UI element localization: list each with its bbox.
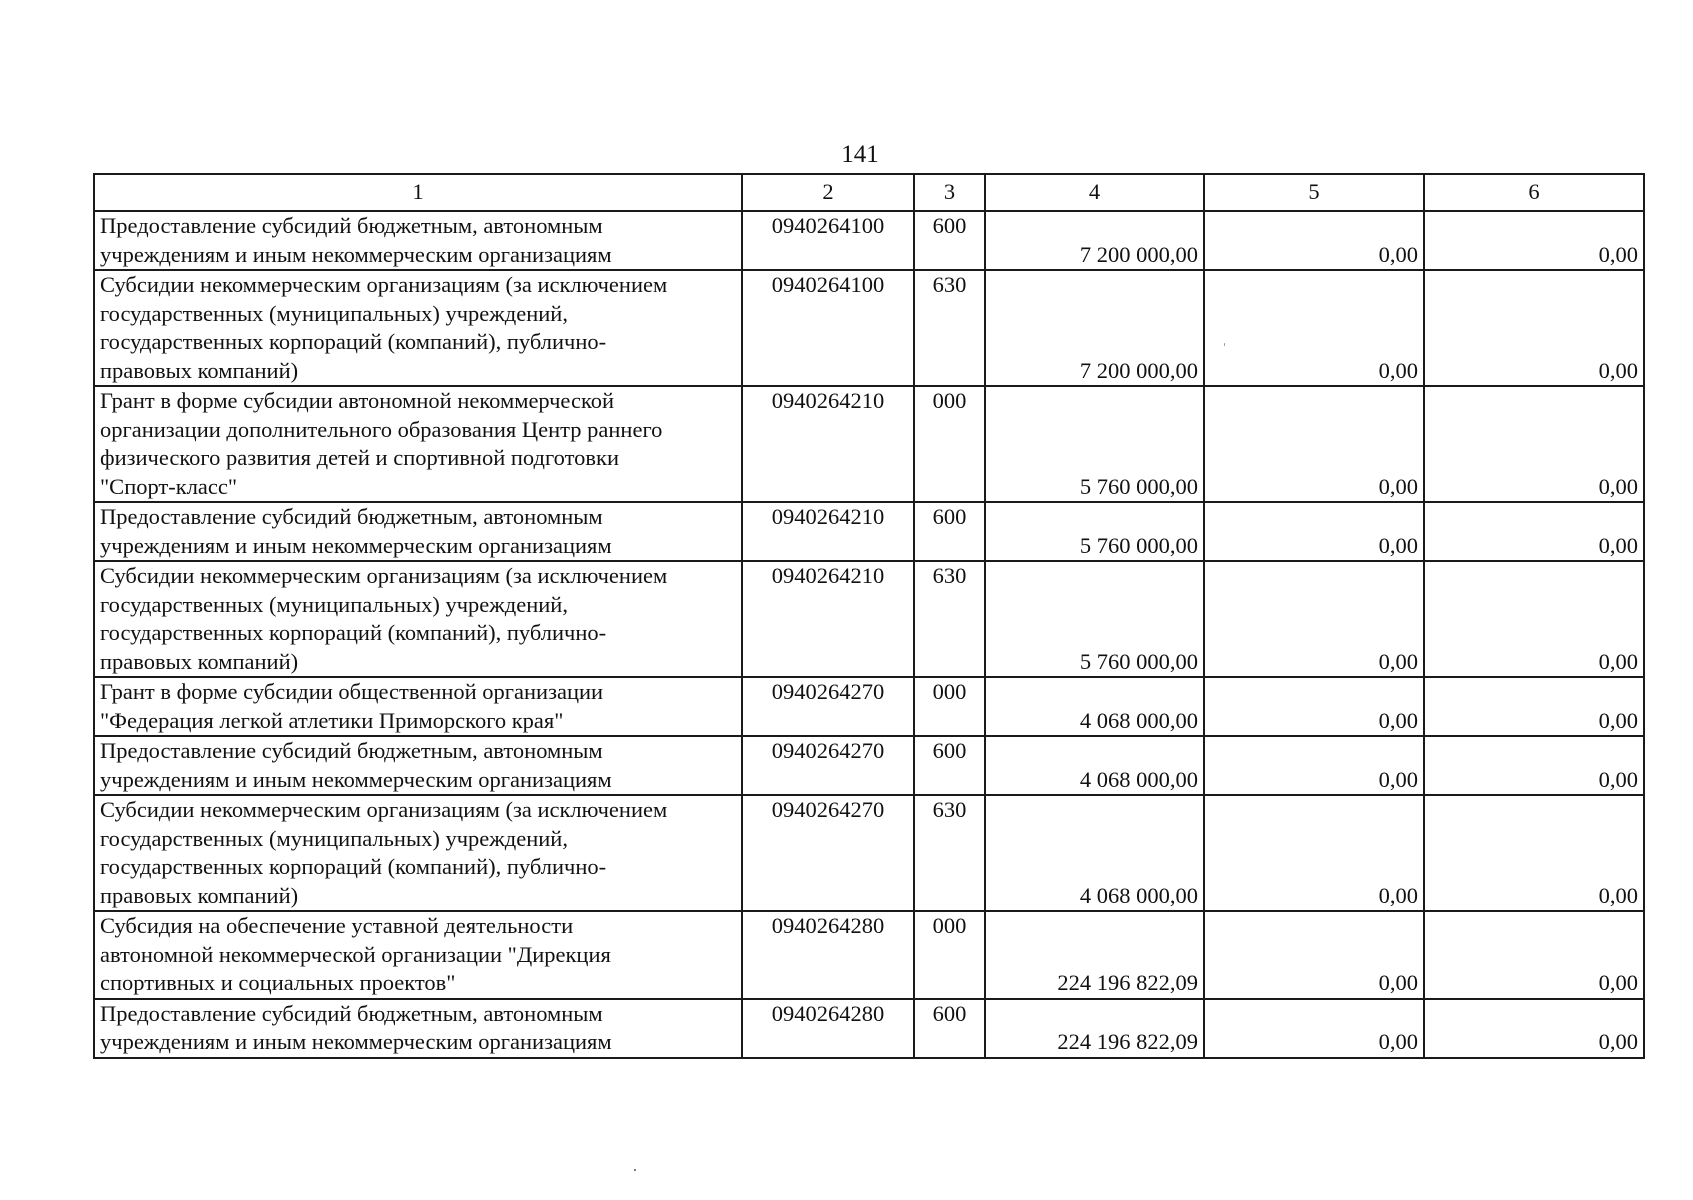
row-col6-value: 0,00 (1424, 270, 1644, 386)
row-col5-value: 0,00 (1204, 502, 1424, 561)
table-row (94, 270, 1644, 386)
row-description (94, 502, 742, 561)
description-line: государственных (муниципальных) учреждений, (100, 591, 568, 617)
table-row (94, 677, 1644, 736)
table-row (94, 911, 1644, 999)
row-expense-type: 630 (914, 270, 985, 386)
row-code: 0940264210 (742, 502, 914, 561)
row-amount: 5 760 000,00 (985, 386, 1204, 502)
row-expense-type: 000 (914, 386, 985, 502)
description-line: учреждениям и иным некоммерческим организациям (100, 1029, 612, 1054)
row-col6-value: 0,00 (1424, 211, 1644, 270)
row-description (94, 677, 742, 736)
scan-speck (634, 1169, 636, 1171)
description-line: Субсидии некоммерческим организациям (за исключением (100, 272, 668, 297)
description-line: государственных корпораций (компаний), публично- (100, 854, 607, 879)
table-row (94, 561, 1644, 677)
row-expense-type: 630 (914, 561, 985, 677)
description-line: учреждениям и иным некоммерческим организациям (100, 532, 612, 558)
description-line: Субсидия на обеспечение уставной деятельности (100, 913, 574, 938)
row-description (94, 211, 742, 270)
row-amount: 4 068 000,00 (985, 677, 1204, 736)
table-row (94, 211, 1644, 270)
row-col6-value: 0,00 (1424, 502, 1644, 561)
budget-table (93, 173, 1645, 1059)
description-line: автономной некоммерческой организации "Дирекция (100, 941, 611, 967)
description-line: Субсидии некоммерческим организациям (за исключением (100, 797, 668, 822)
row-expense-type: 630 (914, 795, 985, 911)
row-code: 0940264270 (742, 736, 914, 795)
description-line: учреждениям и иным некоммерческим организациям (100, 241, 612, 267)
table-row (94, 999, 1644, 1058)
row-description (94, 795, 742, 911)
description-line: правовых компаний) (100, 357, 299, 383)
row-col5-value: 0,00 (1204, 736, 1424, 795)
row-col5-value: 0,00 (1204, 211, 1424, 270)
description-line: "Спорт-класс" (100, 473, 238, 499)
row-description (94, 561, 742, 677)
description-line: государственных (муниципальных) учреждений, (100, 300, 568, 326)
row-col5-value: 0,00 (1204, 386, 1424, 502)
description-line: государственных корпораций (компаний), публично- (100, 620, 607, 645)
description-line: учреждениям и иным некоммерческим организациям (100, 766, 612, 792)
row-col6-value: 0,00 (1424, 386, 1644, 502)
row-col6-value: 0,00 (1424, 677, 1644, 736)
row-amount: 7 200 000,00 (985, 211, 1204, 270)
row-col5-value: 0,00 (1204, 999, 1424, 1058)
row-description (94, 736, 742, 795)
row-code: 0940264100 (742, 270, 914, 386)
description-line: спортивных и социальных проектов" (100, 970, 456, 995)
description-line: Грант в форме субсидии общественной организации (100, 679, 604, 704)
row-expense-type: 000 (914, 911, 985, 999)
row-expense-type: 000 (914, 677, 985, 736)
description-line: Предоставление субсидий бюджетным, автономным (100, 1000, 603, 1026)
column-header-5: 5 (1204, 174, 1424, 211)
description-line: правовых компаний) (100, 648, 299, 674)
column-header-1: 1 (94, 174, 742, 211)
page-number: 141 (841, 141, 879, 168)
row-amount: 4 068 000,00 (985, 795, 1204, 911)
row-amount: 224 196 822,09 (985, 911, 1204, 999)
scan-speck (1224, 343, 1225, 346)
row-code: 0940264270 (742, 795, 914, 911)
row-amount: 224 196 822,09 (985, 999, 1204, 1058)
column-header-4: 4 (985, 174, 1204, 211)
row-col5-value: 0,00 (1204, 561, 1424, 677)
description-line: "Федерация легкой атлетики Приморского края" (100, 707, 564, 733)
column-header-2: 2 (742, 174, 914, 211)
row-code: 0940264210 (742, 561, 914, 677)
description-line: Предоставление субсидий бюджетным, автономным (100, 213, 603, 238)
table-row (94, 502, 1644, 561)
row-expense-type: 600 (914, 502, 985, 561)
description-line: Предоставление субсидий бюджетным, автономным (100, 738, 603, 763)
row-col6-value: 0,00 (1424, 911, 1644, 999)
row-col5-value: 0,00 (1204, 677, 1424, 736)
row-amount: 5 760 000,00 (985, 502, 1204, 561)
row-code: 0940264270 (742, 677, 914, 736)
description-line: физического развития детей и спортивной подготовки (100, 445, 619, 470)
table-row (94, 386, 1644, 502)
row-expense-type: 600 (914, 736, 985, 795)
row-description (94, 999, 742, 1058)
row-code: 0940264280 (742, 999, 914, 1058)
row-description (94, 386, 742, 502)
table-body (94, 174, 1644, 1058)
description-line: Предоставление субсидий бюджетным, автономным (100, 504, 603, 529)
column-header-3: 3 (914, 174, 985, 211)
table-row (94, 795, 1644, 911)
description-line: государственных корпораций (компаний), публично- (100, 329, 607, 354)
row-amount: 5 760 000,00 (985, 561, 1204, 677)
header-row (94, 174, 1644, 211)
column-header-6: 6 (1424, 174, 1644, 211)
row-code: 0940264210 (742, 386, 914, 502)
row-col6-value: 0,00 (1424, 561, 1644, 677)
row-code: 0940264100 (742, 211, 914, 270)
description-line: Субсидии некоммерческим организациям (за исключением (100, 563, 668, 588)
description-line: организации дополнительного образования Центр раннего (100, 416, 663, 442)
row-description (94, 270, 742, 386)
row-amount: 7 200 000,00 (985, 270, 1204, 386)
row-expense-type: 600 (914, 211, 985, 270)
row-col5-value: 0,00 (1204, 270, 1424, 386)
row-col5-value: 0,00 (1204, 795, 1424, 911)
row-amount: 4 068 000,00 (985, 736, 1204, 795)
row-col6-value: 0,00 (1424, 999, 1644, 1058)
row-col6-value: 0,00 (1424, 736, 1644, 795)
description-line: Грант в форме субсидии автономной некоммерческой (100, 388, 615, 413)
row-col6-value: 0,00 (1424, 795, 1644, 911)
row-description (94, 911, 742, 999)
table-row (94, 736, 1644, 795)
row-code: 0940264280 (742, 911, 914, 999)
description-line: правовых компаний) (100, 882, 299, 908)
row-col5-value: 0,00 (1204, 911, 1424, 999)
description-line: государственных (муниципальных) учреждений, (100, 825, 568, 851)
row-expense-type: 600 (914, 999, 985, 1058)
